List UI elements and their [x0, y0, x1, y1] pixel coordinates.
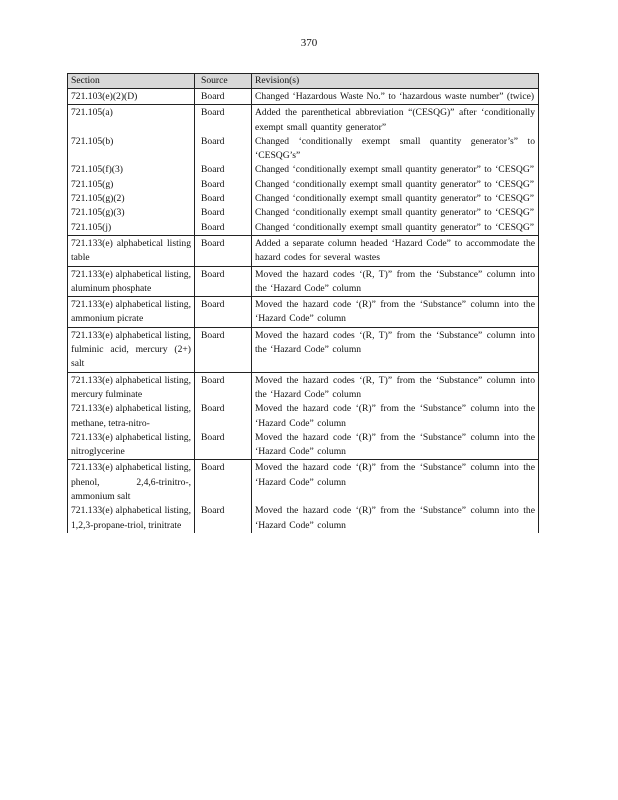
section-cell: 721.103(e)(2)(D) — [68, 89, 195, 105]
section-cell: 721.133(e) alphabetical listing, nitroglycerine — [68, 431, 195, 460]
section-cell: 721.105(b) — [68, 135, 195, 164]
source-cell: Board — [195, 206, 252, 220]
table-row — [68, 460, 539, 504]
table-row — [68, 105, 539, 135]
source-cell: Board — [195, 163, 252, 177]
table-row — [68, 504, 539, 533]
section-cell: 721.133(e) alphabetical listing, fulminic acid, mercury (2+) salt — [68, 327, 195, 372]
revision-cell: Changed ‘conditionally exempt small quantity generator” to ‘CESQG” — [252, 206, 539, 220]
table-row — [68, 431, 539, 460]
page-number: 370 — [300, 37, 318, 49]
source-cell: Board — [195, 235, 252, 266]
header-section: Section — [68, 74, 195, 89]
revisions-table — [67, 73, 539, 533]
revision-cell: Moved the hazard code ‘(R)” from the ‘Substance” column into the ‘Hazard Code” column — [252, 460, 539, 504]
revision-cell: Moved the hazard code ‘(R)” from the ‘Substance” column into the ‘Hazard Code” column — [252, 504, 539, 533]
section-cell: 721.133(e) alphabetical listing, methane, tetra-nitro- — [68, 402, 195, 431]
section-cell: 721.133(e) alphabetical listing, phenol, 2,4,6-trinitro-, ammonium salt — [68, 460, 195, 504]
revision-cell: Moved the hazard code ‘(R)” from the ‘Substance” column into the ‘Hazard Code” column — [252, 297, 539, 328]
section-cell: 721.133(e) alphabetical listing, 1,2,3-propane-triol, trinitrate — [68, 504, 195, 533]
table-row — [68, 135, 539, 164]
revision-cell: Moved the hazard codes ‘(R, T)” from the ‘Substance” column into the ‘Hazard Code” column — [252, 372, 539, 402]
section-cell: 721.133(e) alphabetical listing, ammonium picrate — [68, 297, 195, 328]
table-body — [68, 89, 539, 533]
table-row — [68, 297, 539, 328]
table-row — [68, 221, 539, 236]
revision-cell: Added the parenthetical abbreviation “(CESQG)” after ‘conditionally exempt small quantity generator” — [252, 105, 539, 135]
revision-cell: Changed ‘conditionally exempt small quantity generator” to ‘CESQG” — [252, 192, 539, 206]
revision-cell: Changed ‘conditionally exempt small quantity generator” to ‘CESQG” — [252, 221, 539, 236]
section-cell: 721.133(e) alphabetical listing, mercury fulminate — [68, 372, 195, 402]
revision-cell: Changed ‘conditionally exempt small quantity generator” to ‘CESQG” — [252, 178, 539, 192]
table-row — [68, 372, 539, 402]
source-cell: Board — [195, 135, 252, 164]
revision-cell: Moved the hazard codes ‘(R, T)” from the ‘Substance” column into the ‘Hazard Code” column — [252, 266, 539, 297]
source-cell: Board — [195, 266, 252, 297]
section-cell: 721.133(e) alphabetical listing table — [68, 235, 195, 266]
table-row — [68, 89, 539, 105]
table-row — [68, 402, 539, 431]
section-cell: 721.105(a) — [68, 105, 195, 135]
header-source: Source — [195, 74, 252, 89]
source-cell: Board — [195, 327, 252, 372]
section-cell: 721.105(g)(2) — [68, 192, 195, 206]
revision-cell: Changed ‘conditionally exempt small quantity generator’s” to ‘CESQG’s” — [252, 135, 539, 164]
section-cell: 721.105(j) — [68, 221, 195, 236]
source-cell: Board — [195, 431, 252, 460]
table-row — [68, 235, 539, 266]
section-cell: 721.105(g)(3) — [68, 206, 195, 220]
table-row — [68, 192, 539, 206]
revision-cell: Changed ‘conditionally exempt small quantity generator” to ‘CESQG” — [252, 163, 539, 177]
source-cell: Board — [195, 105, 252, 135]
table-row — [68, 327, 539, 372]
source-cell: Board — [195, 192, 252, 206]
table-row — [68, 206, 539, 220]
source-cell: Board — [195, 221, 252, 236]
source-cell: Board — [195, 504, 252, 533]
table-header-row — [68, 74, 539, 89]
table-row — [68, 178, 539, 192]
revision-cell: Changed ‘Hazardous Waste No.” to ‘hazardous waste number” (twice) — [252, 89, 539, 105]
source-cell: Board — [195, 372, 252, 402]
table-row — [68, 266, 539, 297]
revision-cell: Moved the hazard code ‘(R)” from the ‘Substance” column into the ‘Hazard Code” column — [252, 402, 539, 431]
section-cell: 721.133(e) alphabetical listing, aluminum phosphate — [68, 266, 195, 297]
table-row — [68, 163, 539, 177]
revision-cell: Moved the hazard codes ‘(R, T)” from the ‘Substance” column into the ‘Hazard Code” column — [252, 327, 539, 372]
source-cell: Board — [195, 89, 252, 105]
header-revision: Revision(s) — [252, 74, 539, 89]
section-cell: 721.105(f)(3) — [68, 163, 195, 177]
revision-cell: Added a separate column headed ‘Hazard Code” to accommodate the hazard codes for several wastes — [252, 235, 539, 266]
section-cell: 721.105(g) — [68, 178, 195, 192]
revision-cell: Moved the hazard code ‘(R)” from the ‘Substance” column into the ‘Hazard Code” column — [252, 431, 539, 460]
source-cell: Board — [195, 297, 252, 328]
source-cell: Board — [195, 178, 252, 192]
source-cell: Board — [195, 402, 252, 431]
source-cell: Board — [195, 460, 252, 504]
